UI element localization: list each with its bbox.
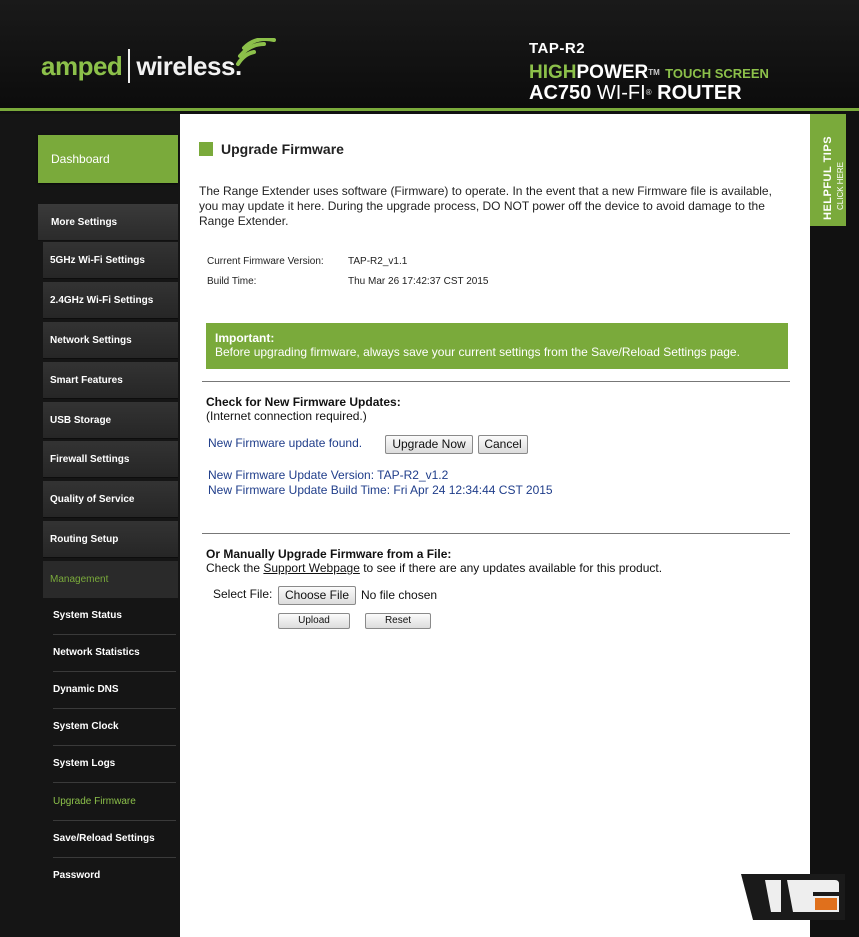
sidebar-item-24ghz-wifi[interactable]: 2.4GHz Wi-Fi Settings xyxy=(43,282,178,319)
intro-text: The Range Extender uses software (Firmware) to operate. In the event that a new Firmware file is available, you may update it here. During the upgrade process, DO NOT power off the device to avoid damage to the Range Extender. xyxy=(199,184,772,228)
helpful-tips-tab[interactable] xyxy=(810,114,846,226)
main-content xyxy=(180,114,810,937)
choose-file-button[interactable]: Choose File xyxy=(278,586,356,605)
logo-divider xyxy=(128,49,130,83)
upgrade-now-button[interactable]: Upgrade Now xyxy=(385,435,473,454)
sidebar-item-upgrade-firmware[interactable]: Upgrade Firmware xyxy=(53,784,176,821)
new-version-text: New Firmware Update Version: TAP-R2_v1.2 xyxy=(208,468,449,482)
helpful-tips-subtitle: CLICK HERE xyxy=(836,161,845,210)
product-tagline-2 xyxy=(529,83,769,103)
sidebar-item-system-status[interactable]: System Status xyxy=(53,598,176,635)
file-status-text: No file chosen xyxy=(361,588,438,602)
manual-upgrade-heading: Or Manually Upgrade Firmware from a File: xyxy=(206,547,452,561)
check-updates-subtext: (Internet connection required.) xyxy=(206,409,367,423)
tagline-registered: ® xyxy=(645,88,652,97)
manual-upgrade-text xyxy=(206,561,662,575)
sidebar-item-network-statistics[interactable]: Network Statistics xyxy=(53,635,176,672)
divider xyxy=(202,533,790,534)
sidebar-item-password[interactable]: Password xyxy=(53,870,101,881)
new-build-time-text: New Firmware Update Build Time: Fri Apr 24 12:34:44 CST 2015 xyxy=(208,483,553,497)
watermark-logo-icon xyxy=(741,866,845,920)
logo-wireless-text: wireless. xyxy=(136,50,242,81)
header xyxy=(0,0,859,111)
tagline-power: POWER xyxy=(576,62,649,83)
sidebar-item-firewall-settings[interactable]: Firewall Settings xyxy=(43,441,178,478)
tagline-tm: TM xyxy=(648,68,660,77)
sidebar-item-management[interactable]: Management xyxy=(43,561,178,598)
sidebar-item-save-reload-settings[interactable]: Save/Reload Settings xyxy=(53,821,176,858)
logo-amped-text: amped xyxy=(41,50,123,81)
important-title: Important: xyxy=(215,331,275,345)
sidebar-item-routing-setup[interactable]: Routing Setup xyxy=(43,521,178,558)
helpful-tips-label xyxy=(818,136,845,220)
important-notice xyxy=(206,323,788,369)
amped-wireless-logo[interactable] xyxy=(41,46,242,86)
tagline-high: HIGH xyxy=(529,62,577,83)
current-version-label: Current Firmware Version: xyxy=(207,256,324,267)
cancel-button[interactable]: Cancel xyxy=(478,435,528,454)
sidebar-item-dashboard[interactable]: Dashboard xyxy=(38,135,178,183)
sidebar-item-quality-of-service[interactable]: Quality of Service xyxy=(43,481,178,518)
divider xyxy=(202,381,790,382)
sidebar-item-more-settings[interactable]: More Settings xyxy=(38,204,178,241)
current-version-value: TAP-R2_v1.1 xyxy=(348,256,408,267)
page-title: Upgrade Firmware xyxy=(221,141,344,157)
tagline-ac750: AC750 xyxy=(529,82,592,104)
product-tagline-1 xyxy=(529,64,769,83)
sidebar-item-network-settings[interactable]: Network Settings xyxy=(43,322,178,359)
sidebar-item-dynamic-dns[interactable]: Dynamic DNS xyxy=(53,672,176,709)
helpful-tips-title: HELPFUL TIPS xyxy=(822,135,834,220)
sidebar-item-usb-storage[interactable]: USB Storage xyxy=(43,402,178,439)
support-webpage-link[interactable]: Support Webpage xyxy=(263,561,360,575)
tagline-wifi: WI-FI xyxy=(596,82,646,104)
check-updates-heading: Check for New Firmware Updates: xyxy=(206,395,401,409)
sidebar xyxy=(0,114,180,937)
product-model: TAP-R2 xyxy=(529,40,586,57)
sidebar-item-5ghz-wifi[interactable]: 5GHz Wi-Fi Settings xyxy=(43,242,178,279)
build-time-label: Build Time: xyxy=(207,276,257,287)
tagline-router: ROUTER xyxy=(657,82,742,104)
reset-button[interactable]: Reset xyxy=(365,613,431,629)
manual-text-post: to see if there are any updates available for this product. xyxy=(359,561,663,575)
wifi-waves-icon xyxy=(232,38,276,68)
build-time-value: Thu Mar 26 17:42:37 CST 2015 xyxy=(348,276,489,287)
select-file-label: Select File: xyxy=(213,587,273,601)
important-text: Before upgrading firmware, always save your current settings from the Save/Reload Settings page. xyxy=(215,345,740,359)
sidebar-item-system-logs[interactable]: System Logs xyxy=(53,746,176,783)
upload-button[interactable]: Upload xyxy=(278,613,350,629)
product-branding xyxy=(529,40,769,103)
sidebar-item-system-clock[interactable]: System Clock xyxy=(53,709,176,746)
tagline-touch-screen: TOUCH SCREEN xyxy=(665,66,769,81)
update-found-text: New Firmware update found. xyxy=(208,436,363,450)
title-marker-icon xyxy=(199,142,213,156)
manual-text-pre: Check the xyxy=(206,561,264,575)
sidebar-item-smart-features[interactable]: Smart Features xyxy=(43,362,178,399)
